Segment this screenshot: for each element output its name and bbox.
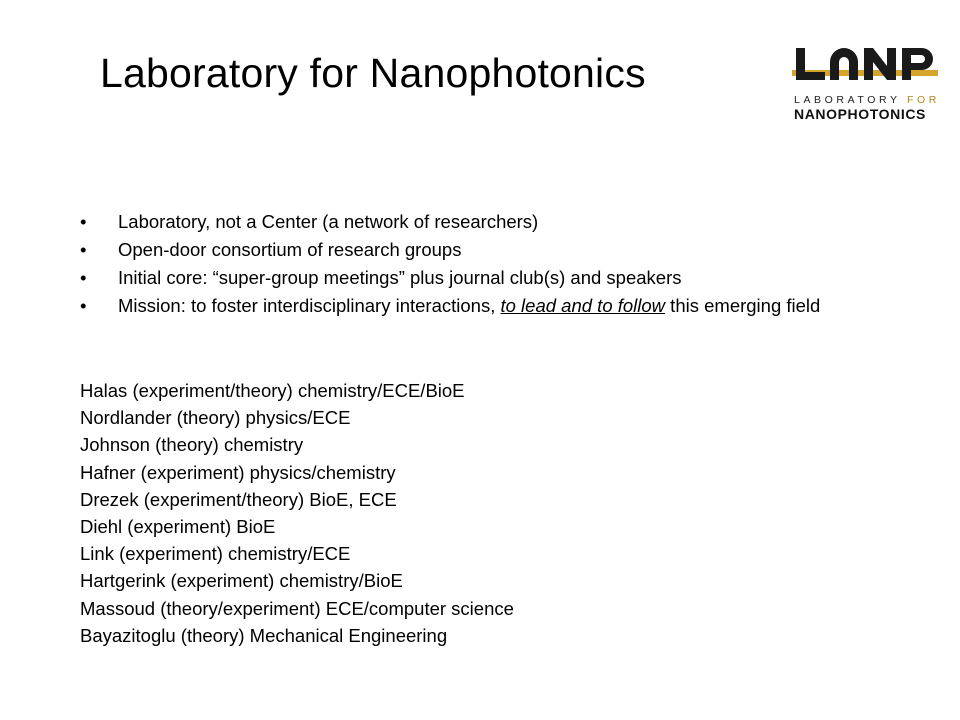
mission-text-after: this emerging field — [665, 295, 821, 316]
mission-text-before: Mission: to foster interdisciplinary interactions, — [118, 295, 501, 316]
bullet-item: • Open-door consortium of research groups — [80, 237, 860, 262]
bullet-list — [80, 209, 860, 321]
member-item: Diehl (experiment) BioE — [80, 516, 276, 538]
lanp-logo — [792, 44, 942, 124]
member-item: Massoud (theory/experiment) ECE/computer science — [80, 597, 514, 619]
member-item: Nordlander (theory) physics/ECE — [80, 407, 351, 429]
bullet-item: • Laboratory, not a Center (a network of researchers) — [80, 209, 860, 234]
member-item: Hafner (experiment) physics/chemistry — [80, 461, 396, 483]
member-item: Johnson (theory) chemistry — [80, 434, 304, 456]
member-item: Halas (experiment/theory) chemistry/ECE/BioE — [80, 380, 465, 401]
slide-title: Laboratory for Nanophotonics — [100, 50, 646, 96]
lanp-logo-mark — [792, 44, 938, 88]
logo-text-laboratory-for: LABORATORY FOR — [794, 94, 940, 106]
logo-text-nanophotonics: NANOPHOTONICS — [794, 106, 926, 122]
member-list — [80, 377, 900, 649]
member-item: Drezek (experiment/theory) BioE, ECE — [80, 488, 397, 510]
member-item: Bayazitoglu (theory) Mechanical Engineering — [80, 624, 448, 646]
mission-text-underlined: to lead and to follow — [500, 295, 666, 316]
bullet-item: • Initial core: “super-group meetings” plus journal club(s) and speakers — [80, 265, 860, 290]
bullet-item-mission — [80, 293, 860, 318]
member-item: Link (experiment) chemistry/ECE — [80, 543, 351, 565]
member-item: Hartgerink (experiment) chemistry/BioE — [80, 570, 403, 592]
